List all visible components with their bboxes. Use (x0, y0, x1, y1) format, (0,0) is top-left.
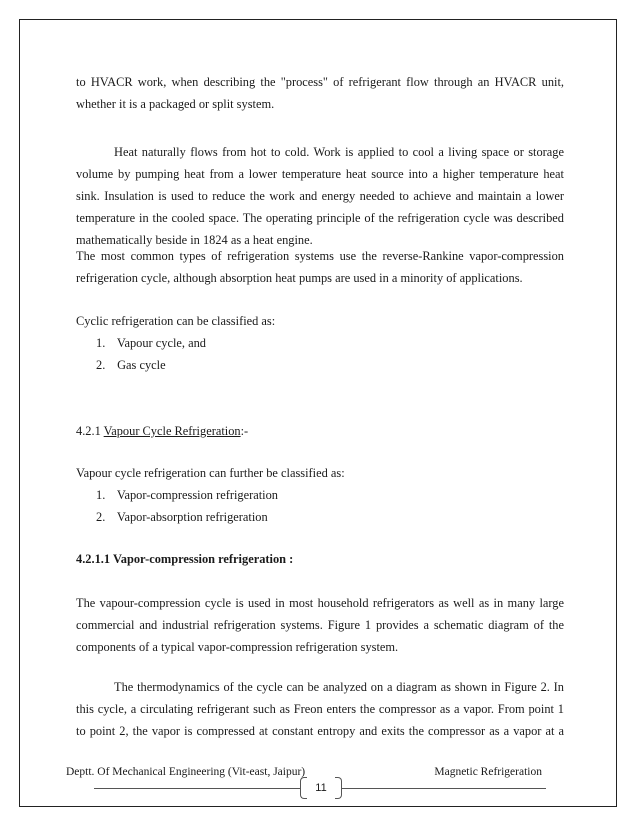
cyclic-intro: Cyclic refrigeration can be classified as: (76, 314, 276, 328)
list-text: Vapor-absorption refrigeration (116, 510, 268, 524)
list-item (96, 354, 166, 376)
text-line: mathematically beside in 1824 as a heat engine. (76, 233, 313, 247)
text-line: to HVACR work, when describing the "process" of refrigerant flow through an HVACR unit, (76, 75, 564, 89)
list-item (96, 332, 206, 354)
text-line: The thermodynamics of the cycle can be analyzed on a diagram as shown in Figure 2. In (114, 680, 564, 694)
list-item (96, 484, 278, 506)
intro-paragraph (76, 71, 564, 115)
section-suffix: :- (240, 424, 249, 438)
bracket-right (335, 777, 342, 799)
footer-department: Deptt. Of Mechanical Engineering (Vit-east, Jaipur) (66, 766, 306, 778)
list-number: 1. (96, 336, 106, 350)
text-line: The vapour-compression cycle is used in most household refrigerators as well as in many large (76, 596, 564, 610)
text-line: The most common types of refrigeration systems use the reverse-Rankine vapor-compression (76, 249, 564, 263)
list-number: 2. (96, 358, 106, 372)
text-line: to point 2, the vapor is compressed at constant entropy and exits the compressor as a vapor at a (76, 724, 564, 738)
list-number: 2. (96, 510, 106, 524)
list-text: Vapour cycle, and (116, 336, 206, 350)
section-title: Vapour Cycle Refrigeration (103, 424, 241, 438)
footer-rule-right (342, 788, 546, 789)
text-line: Heat naturally flows from hot to cold. Work is applied to cool a living space or storage (114, 145, 564, 159)
section-heading-vapour-cycle (76, 420, 248, 442)
footer-rule-left (94, 788, 300, 789)
footer-title: Magnetic Refrigeration (434, 766, 542, 778)
text-line: volume by pumping heat from a lower temperature heat source into a higher temperature heat (76, 167, 564, 181)
page-number: 11 (315, 782, 327, 794)
text-line: refrigeration cycle, although absorption heat pumps are used in a minority of applications. (76, 271, 523, 285)
text-line: commercial and industrial refrigeration systems. Figure 1 provides a schematic diagram of the (76, 618, 564, 632)
text-line: whether it is a packaged or split system. (76, 97, 275, 111)
bracket-left (300, 777, 307, 799)
vc-paragraph (76, 592, 564, 658)
heat-paragraph (76, 141, 564, 251)
section-number: 4.2.1 (76, 424, 101, 438)
thermo-paragraph (76, 676, 564, 742)
text-line: temperature in the cooled space. The operating principle of the refrigeration cycle was described (76, 211, 564, 225)
list-text: Vapor-compression refrigeration (116, 488, 278, 502)
list-item (96, 506, 268, 528)
text-line: sink. Insulation is used to reduce the work and energy needed to achieve and maintain a lower (76, 189, 564, 203)
section-heading-vapor-compression: 4.2.1.1 Vapor-compression refrigeration : (76, 552, 294, 566)
text-line: this cycle, a circulating refrigerant such as Freon enters the compressor as a vapor. From point 1 (76, 702, 564, 716)
list-text: Gas cycle (117, 358, 166, 372)
list-number: 1. (96, 488, 106, 502)
page-number-box (300, 777, 342, 799)
vapour-intro: Vapour cycle refrigeration can further be classified as: (76, 466, 345, 480)
text-line: components of a typical vapor-compression refrigeration system. (76, 640, 399, 654)
common-types-paragraph (76, 245, 564, 289)
